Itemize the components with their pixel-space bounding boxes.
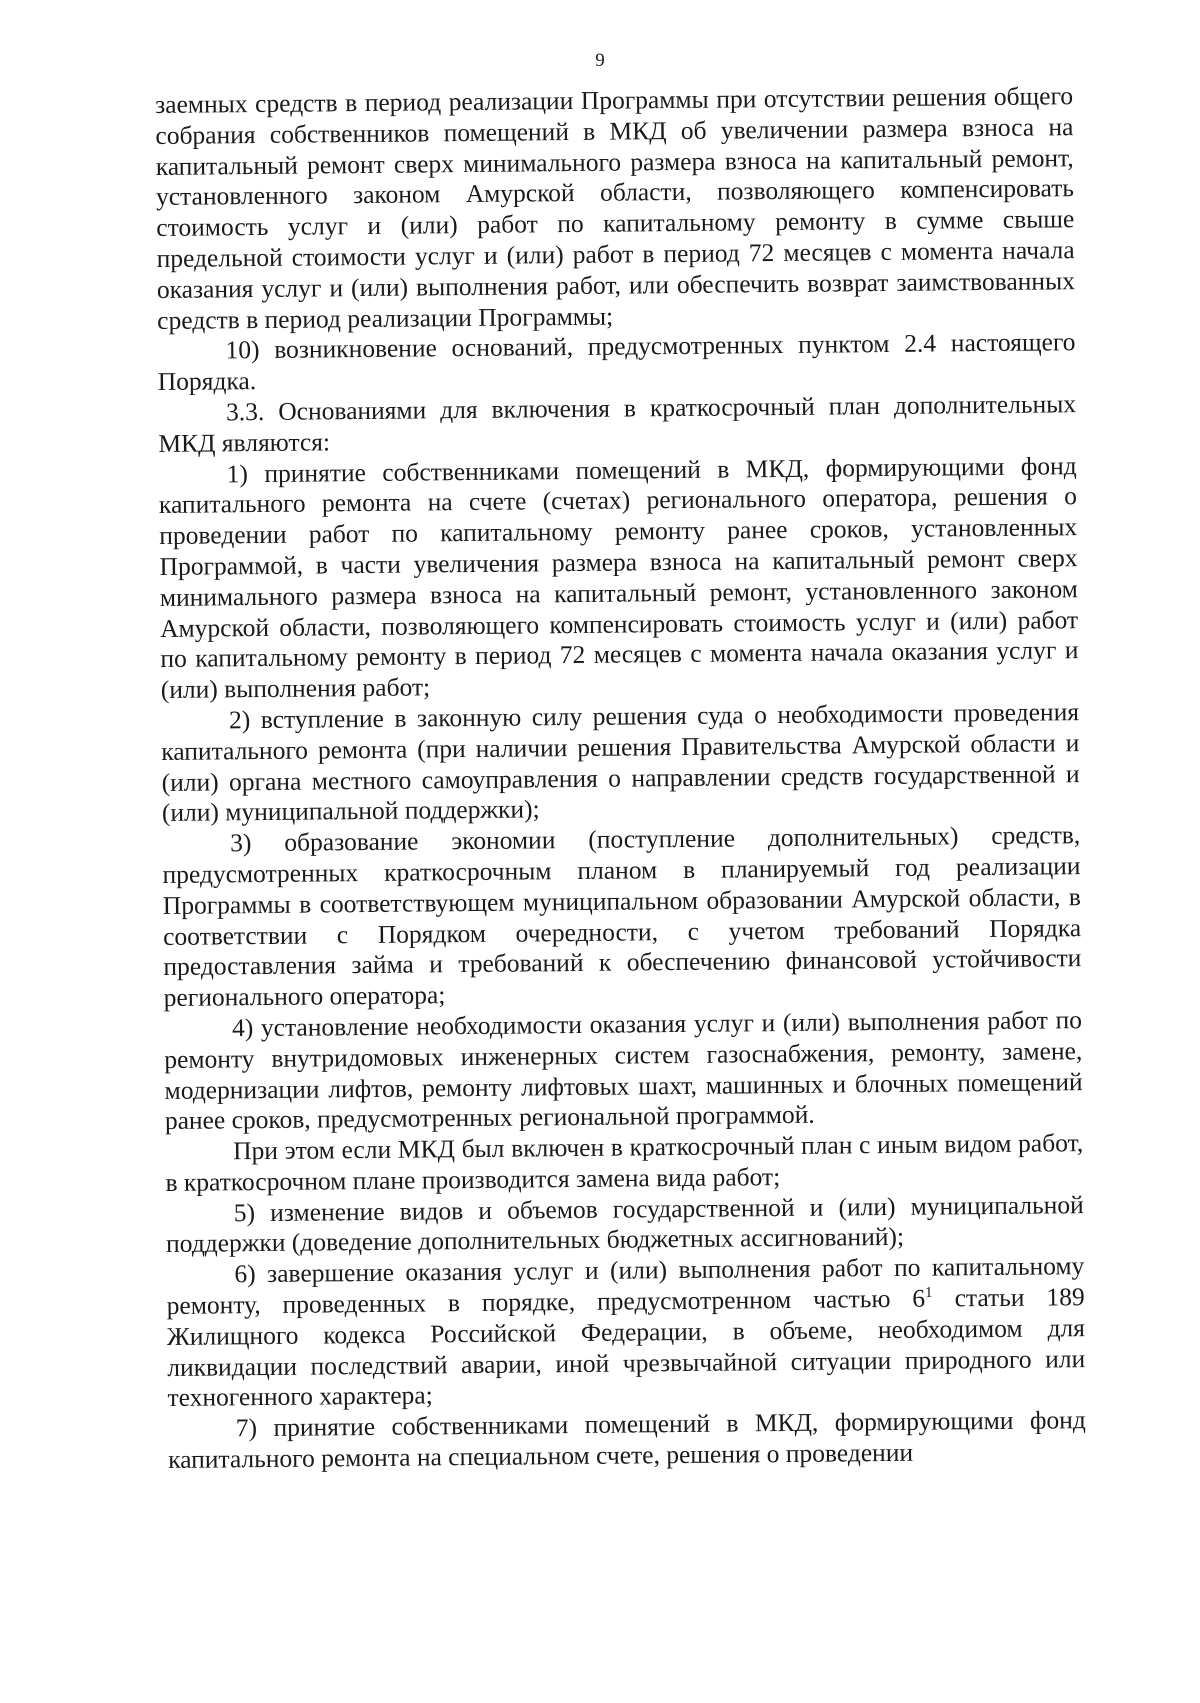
paragraph-continuation: заемных средств в период реализации Программы при отсутствии решения общего собрания собственников помещений в МКД об увеличении размера взноса на капитальный ремонт сверх минимального размера взноса на капитальный ремонт, установленного законом Амурской области, позволяющего компенсировать стоимость услуг и (или) работ по капитальному ремонту в сумме свыше предельной стоимости услуг и (или) работ в период 72 месяцев с момента начала оказания услуг и (или) выполнения работ, или обеспечить возврат заимствованных средств в период реализации Программы; <box>155 81 1076 335</box>
paragraph-item-6-text-before: 6) завершение оказания услуг и (или) выполнения работ по капитальному ремонту, проведенных в порядке, предусмотренном частью 6 <box>166 1251 1085 1321</box>
paragraph-section-3-3: 3.3. Основаниями для включения в краткосрочный план дополнительных МКД являются: <box>158 389 1077 458</box>
paragraph-item-1: 1) принятие собственниками помещений в МКД, формирующими фонд капитального ремонта на счете (счетах) регионального оператора, решения о проведении работ по капитальному ремонту ранее сроков, установленных Программой, в части увеличения размера взноса на капитальный ремонт сверх минимального размера взноса на капитальный ремонт, установленного законом Амурской области, позволяющего компенсировать стоимость услуг и (или) работ по капитальному ремонту в период 72 месяцев с момента начала оказания услуг и (или) выполнения работ; <box>158 450 1079 705</box>
paragraph-item-7: 7) принятие собственниками помещений в МКД, формирующими фонд капитального ремонта на специальном счете, решения о проведении <box>168 1405 1086 1474</box>
page-number: 9 <box>595 50 605 71</box>
paragraph-item-10: 10) возникновение оснований, предусмотренных пунктом 2.4 настоящего Порядка. <box>157 327 1076 397</box>
paragraph-item-2: 2) вступление в законную силу решения суда о необходимости проведения капитального ремонта (при наличии решения Правительства Амурской области и (или) органа местного самоуправления о направлении средств государственной и (или) муниципальной поддержки); <box>161 697 1080 828</box>
paragraph-item-6 <box>166 1251 1085 1414</box>
paragraph-item-4-note: При этом если МКД был включен в краткосрочный план с иным видом работ, в краткосрочном плане производится замена вида работ; <box>165 1128 1084 1197</box>
paragraph-item-4: 4) установление необходимости оказания услуг и (или) выполнения работ по ремонту внутридомовых инженерных систем газоснабжения, ремонту, замене, модернизации лифтов, ремонту лифтовых шахт, машинных и блочных помещений ранее сроков, предусмотренных региональной программой. <box>164 1005 1083 1136</box>
paragraph-item-3: 3) образование экономии (поступление дополнительных) средств, предусмотренных краткосрочным планом в планируемый год реализации Программы в соответствующем муниципальном образовании Амурской области, в соответствии с Порядком очередности, с учетом требований Порядка предоставления займа и требований к обеспечению финансовой устойчивости регионального оператора; <box>162 820 1082 1013</box>
document-body <box>155 81 1086 1476</box>
paragraph-item-6-text-after: статьи 189 Жилищного кодекса Российской Федерации, в объеме, необходимом для ликвидации последствий аварии, иной чрезвычайной ситуации природного или техногенного характера; <box>166 1282 1086 1413</box>
paragraph-item-5: 5) изменение видов и объемов государственной и (или) муниципальной поддержки (доведение дополнительных бюджетных ассигнований); <box>165 1189 1084 1259</box>
superscript-one: 1 <box>924 1284 933 1302</box>
